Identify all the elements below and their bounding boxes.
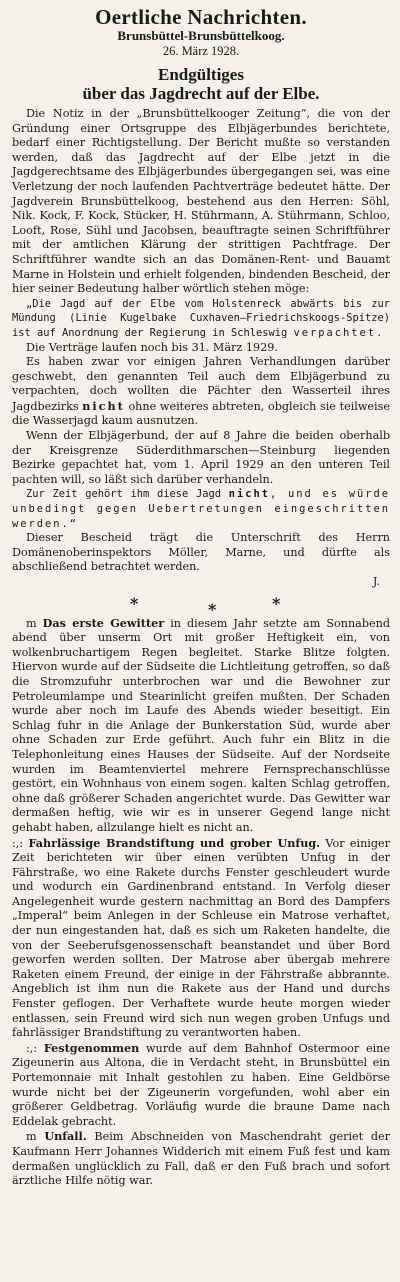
quote-emphasis: verpachtet.: [293, 326, 385, 339]
article-paragraph: [12, 836, 390, 1041]
official-quote: [12, 487, 390, 531]
article-lead: Fahrlässige Brandstiftung und grober Unfug.: [28, 835, 321, 850]
separator-star: *: [272, 593, 281, 613]
article-paragraph: [12, 616, 390, 836]
quote-text: „Die Jagd auf der Elbe vom Holstenreck abwärts bis zur Mündung (Linie Kugelbake Cuxhaven—Friedrichskoogs-Spitze) ist auf Anordnung der Regierung in Schleswig: [12, 297, 390, 339]
issue-date: 26. März 1928.: [162, 44, 240, 58]
article-festgenommen: [12, 1041, 390, 1130]
separator-star: *: [130, 593, 139, 613]
article-jagdrecht: [12, 65, 390, 590]
article-marker: m: [26, 616, 37, 630]
article-paragraph: Die Verträge laufen noch bis 31. März 1929.: [26, 340, 278, 354]
quote-text: Zur Zeit gehört ihm diese Jagd: [26, 488, 229, 501]
section-separator: [12, 590, 390, 619]
article-marker: :,:: [26, 1041, 38, 1055]
article-paragraph: [12, 1129, 390, 1188]
paragraph-text: Beim Abschneiden von Maschendraht geriet der Kaufmann Herr Johannes Widderich mit einem Fuß fest und kam dermaßen unglücklich zu Fall, daß er den Fuß brach und sofort ärztliche Hilfe nötig war.: [12, 1130, 390, 1188]
article-marker: :,:: [12, 836, 24, 850]
article-lead: Festgenommen: [43, 1040, 140, 1055]
article-paragraph: Wenn der Elbjägerbund, der auf 8 Jahre die beiden oberhalb der Kreisgrenze Süderdithmarschen—Steinburg liegenden Bezirke gepachtet hat, vom 1. April 1929 an den unteren Teil pachten will, so läßt sich darüber verhandeln.: [12, 429, 390, 486]
official-quote: [12, 297, 390, 341]
article-paragraph: Dieser Bescheid trägt die Unterschrift des Herrn Domänenoberinspektors Möller, Marne, und dürfte als abschließend betrachtet werden.: [12, 531, 390, 574]
article-paragraph: [12, 1041, 390, 1130]
paragraph-emphasis: nicht: [82, 398, 125, 413]
section-masthead: Oertliche Nachrichten.: [95, 5, 307, 29]
quote-text: , und es würde unbedingt gegen Uebertretungen eingeschritten werden.“: [12, 488, 390, 530]
locality-subhead: Brunsbüttel-Brunsbüttelkoog.: [117, 28, 285, 43]
article-gewitter: [12, 616, 390, 836]
article-marker: m: [26, 1130, 37, 1144]
article-paragraph: Die Notiz in der „Brunsbüttelkooger Zeitung“, die von der Gründung einer Ortsgruppe des Elbjägerbundes berichtete, bedarf einer Richtigstellung. Der Bericht mußte so verstanden werden, daß das Jagdrecht auf der Elbe jetzt in die Jagdgerechtsame des Elbjägerbundes übergegangen sei, was eine Verletzung der noch laufenden Pachtverträge bedeutet hätte. Der Jagdverein Brunsbüttelkoog, bestehend aus den Herren: Söhl, Nik. Kock, F. Kock, Stücker, H. Stührmann, A. Stührmann, Schloo, Looft, Rose, Sühl und Jacobsen, beauftragte seinen Schriftführer mit der amtlichen Klärung der strittigen Pachtfrage. Der Schriftführer wandte sich an das Domänen-Rent- und Bauamt Marne in Holstein und erhielt folgenden, bindenden Bescheid, der hier seiner Bedeutung halber wörtlich stehen möge:: [12, 107, 390, 296]
article-paragraph: [12, 355, 390, 429]
paragraph-text: Vor einiger Zeit berichteten wir über einen verübten Unfug in der Fährstraße, wo eine Rakete durchs Fenster geschleudert wurde und wodurch ein Gardinenbrand entstand. In Verfolg dieser Angelegenheit wurde gestern nachmittag an Bord des Dampfers „Imperal“ beim Anlegen in der Schleuse ein Matrose verhaftet, der nun eingestanden hat, daß es sich um Raketen handelte, die von der Seeberufsgenossenschaft beanstandet und über Bord geworfen werden sollten. Der Matrose aber übergab mehrere Raketen einem Freund, der einige in der Fährstraße abbrannte. Angeblich ist ihm nun die Rakete aus der Hand und durchs Fenster geflogen. Der Verhaftete wurde heute morgen wieder entlassen, sein Freund wird sich nun wegen groben Unfugs und fahrlässiger Brandstiftung zu verantworten haben.: [12, 836, 390, 1040]
paragraph-text: ohne weiteres abtreten, obgleich sie teilweise die Wasserjagd kaum ausnutzen.: [12, 399, 390, 428]
article-headline-line2: über das Jagdrecht auf der Elbe.: [82, 84, 320, 103]
author-signature: J.: [372, 575, 380, 588]
paragraph-text: wurde auf dem Bahnhof Ostermoor eine Zigeunerin aus Altona, die in Verdacht steht, in Brunsbüttel ein Portemonnaie mit Inhalt gestohlen zu haben. Eine Geldbörse wurde nicht bei der Zigeunerin vorgefunden, wohl aber ein größerer Geldbetrag. Vorläufig wurde die braune Dame nach Eddelak gebracht.: [12, 1041, 390, 1128]
article-headline-line1: Endgültiges: [158, 65, 244, 84]
paragraph-text: Es haben zwar vor einigen Jahren Verhandlungen darüber geschwebt, den genannten Teil auch dem Elbjägerbund zu verpachten, doch wollten die Pächter den Wasserteil ihres Jagdbezirks: [12, 355, 390, 413]
article-lead: Das erste Gewitter: [42, 615, 165, 630]
paragraph-text: in diesem Jahr setzte am Sonnabend abend über unserm Ort mit großer Heftigkeit ein, von wolkenbruchartigem Regen begleitet. Starke Blitze folgten. Hiervon wurde auf der Südseite die Lichtleitung getroffen, so daß die Stromzufuhr unterbrochen war und die Bewohner zur Petroleumlampe und Stearinlicht greifen mußten. Der Schaden wurde aber noch im Laufe des Abends wieder beseitigt. Ein Schlag fuhr in die Anlage der Bunkerstation Süd, wurde aber ohne Schaden zur Erde geführt. Auch fuhr ein Blitz in die Telephonleitung eines Hauses der Südseite. Auf der Nordseite wurden im Beamtenviertel mehrere Fernsprechanschlüsse gestört, ein Wohnhaus von einem sogen. kalten Schlag getroffen, ohne daß größerer Schaden angerichtet wurde. Das Gewitter war dermaßen heftig, wie wir es in unserer Gegend lange nicht gehabt haben, allzulange hielt es nicht an.: [12, 616, 390, 834]
quote-emphasis: nicht: [228, 488, 270, 501]
separator-star: *: [208, 599, 217, 619]
article-brandstiftung: [12, 836, 390, 1041]
article-lead: Unfall.: [44, 1129, 87, 1144]
article-unfall: [12, 1129, 390, 1188]
